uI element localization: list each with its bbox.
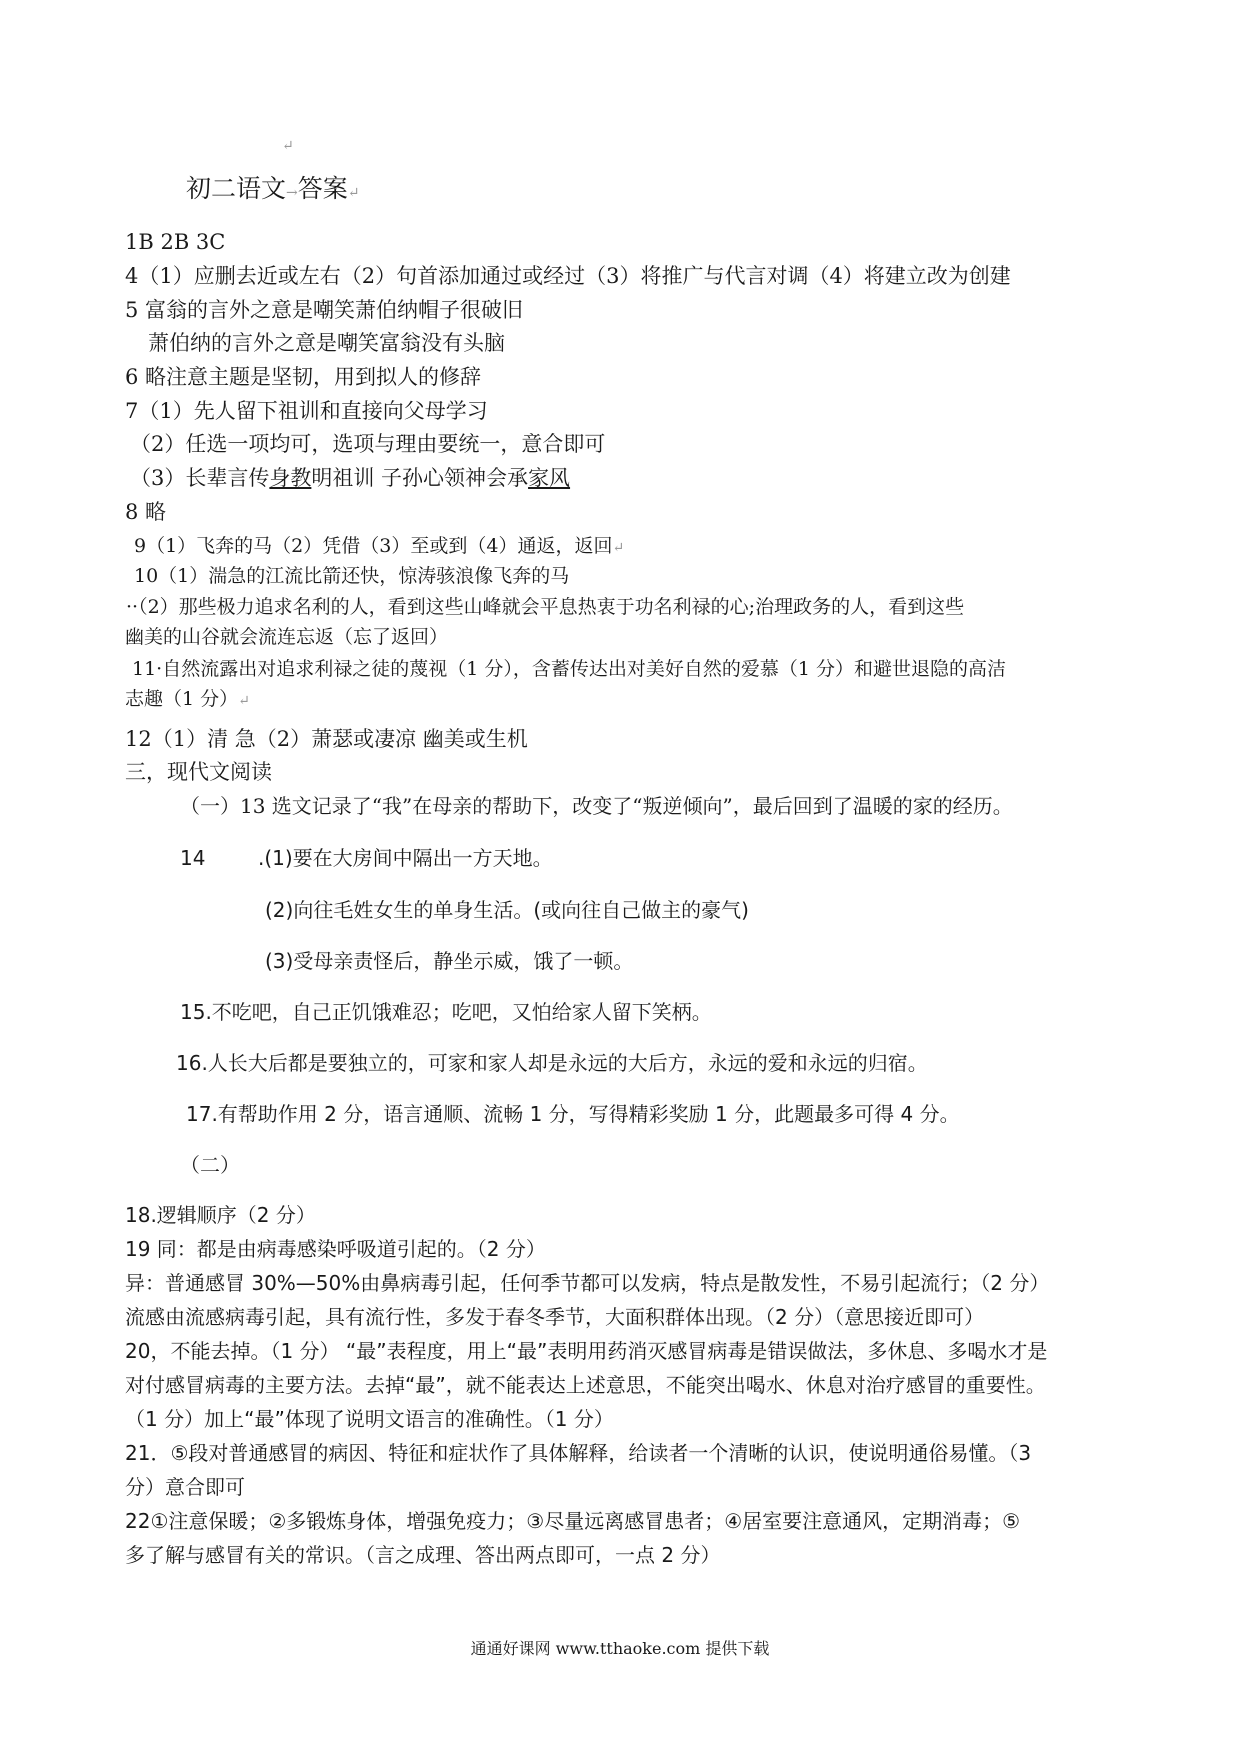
title-text: 初二语文 — [186, 174, 287, 203]
page-title — [186, 176, 360, 206]
answer-line-7-2: （2）任选一项均可，选项与理由要统一，意合即可 — [130, 432, 606, 456]
answer-line-8: 8 略 — [125, 500, 167, 524]
answer-line-5: 5 富翁的言外之意是嘲笑萧伯纳帽子很破旧 — [125, 298, 524, 322]
answer-line-19-diff: 异：普通感冒 30%—50%由鼻病毒引起，任何季节都可以发病，特点是散发性，不易引起流行；（2 分） — [125, 1271, 1050, 1295]
footer-source: 通通好课网 www.tthaoke.com 提供下载 — [470, 1639, 770, 1658]
answer-line-21b: 分）意合即可 — [125, 1475, 245, 1499]
answer-line-19: 19 同：都是由病毒感染呼吸道引起的。（2 分） — [125, 1237, 546, 1261]
answer-line-6: 6 略注意主题是坚韧，用到拟人的修辞 — [125, 365, 482, 389]
answer-line-22b: 多了解与感冒有关的常识。（言之成理、答出两点即可，一点 2 分） — [125, 1543, 721, 1567]
line-text: 志趣（1 分） — [125, 688, 239, 710]
answer-line-20c: （1 分）加上“最”体现了说明文语言的准确性。（1 分） — [125, 1407, 614, 1431]
answer-line-9 — [134, 533, 624, 561]
underlined-text: 家风 — [528, 466, 571, 490]
paragraph-mark-icon: ↵ — [238, 693, 250, 709]
answer-line-12: 12（1）清 急（2）萧瑟或凄凉 幽美或生机 — [125, 727, 528, 751]
answer-line-4: 4（1）应删去近或左右（2）句首添加通过或经过（3）将推广与代言对调（4）将建立改为创建 — [125, 264, 1011, 288]
answer-line-1-3: 1B 2B 3C — [125, 230, 226, 254]
title-answer-text: 答案 — [297, 174, 348, 203]
answer-line-10-2b: 幽美的山谷就会流连忘返（忘了返回） — [125, 626, 449, 648]
answer-line-17: 17.有帮助作用 2 分，语言通顺、流畅 1 分，写得精彩奖励 1 分，此题最多可得 4 分。 — [186, 1102, 960, 1126]
line-text: （3）长辈言传 — [130, 466, 270, 490]
answer-line-14-2: (2)向往毛姓女生的单身生活。(或向往自己做主的豪气) — [265, 898, 749, 922]
answer-line-14-1: .(1)要在大房间中隔出一方天地。 — [258, 846, 553, 870]
answer-line-10: 10（1）湍急的江流比箭还快，惊涛骇浪像飞奔的马 — [134, 565, 570, 587]
answer-line-10-2: ··（2）那些极力追求名利的人，看到这些山峰就会平息热衷于功名利禄的心;治理政务的人，看到这些 — [126, 596, 965, 618]
paragraph-mark-icon: ↵ — [282, 138, 294, 154]
answer-line-7-3 — [130, 465, 570, 491]
answer-line-11b — [125, 686, 250, 714]
answer-line-18: 18.逻辑顺序（2 分） — [125, 1203, 316, 1227]
answer-line-15: 15.不吃吧，自己正饥饿难忍；吃吧，又怕给家人留下笑柄。 — [180, 1000, 712, 1024]
tab-arrow-icon: → — [286, 185, 298, 201]
underlined-text: 身教 — [269, 466, 312, 490]
answer-line-14-number: 14 — [180, 846, 206, 870]
answer-line-19-diff-b: 流感由流感病毒引起，具有流行性，多发于春冬季节，大面积群体出现。（2 分）（意思接近即可） — [125, 1305, 985, 1329]
answer-line-5b: 萧伯纳的言外之意是嘲笑富翁没有头脑 — [148, 331, 505, 355]
answer-line-22: 22①注意保暖；②多锻炼身体，增强免疫力；③尽量远离感冒患者；④居室要注意通风，定期消毒；⑤ — [125, 1509, 1021, 1533]
line-text: 9（1）飞奔的马（2）凭借（3）至或到（4）通返，返回 — [134, 535, 613, 557]
answer-line-14-3: (3)受母亲责怪后，静坐示威，饿了一顿。 — [265, 949, 634, 973]
answer-line-20b: 对付感冒病毒的主要方法。去掉“最”，就不能表达上述意思，不能突出喝水、休息对治疗感冒的重要性。 — [125, 1373, 1046, 1397]
section-heading-modern-reading: 三，现代文阅读 — [125, 760, 272, 784]
answer-line-20: 20，不能去掉。（1 分） “最”表程度，用上“最”表明用药消灭感冒病毒是错误做法，多休息、多喝水才是 — [125, 1339, 1048, 1363]
paragraph-mark-icon: ↵ — [612, 540, 625, 556]
answer-line-21: 21．⑤段对普通感冒的病因、特征和症状作了具体解释，给读者一个清晰的认识，使说明通俗易懂。（3 — [125, 1441, 1032, 1465]
answer-line-11: 11·自然流露出对追求利禄之徒的蔑视（1 分），含蓄传达出对美好自然的爱慕（1 分）和避世退隐的高洁 — [132, 658, 1006, 680]
answer-line-16: 16.人长大后都是要独立的，可家和家人却是永远的大后方，永远的爱和永远的归宿。 — [176, 1051, 928, 1075]
paragraph-mark-icon: ↵ — [347, 185, 360, 201]
section-heading-part-two: （二） — [180, 1153, 240, 1177]
line-text: 明祖训 子孙心领神会承 — [311, 466, 529, 490]
answer-line-7: 7（1）先人留下祖训和直接向父母学习 — [125, 399, 488, 423]
answer-line-13: （一）13 选文记录了“我”在母亲的帮助下，改变了“叛逆倾向”，最后回到了温暖的家的经历。 — [180, 794, 1013, 818]
